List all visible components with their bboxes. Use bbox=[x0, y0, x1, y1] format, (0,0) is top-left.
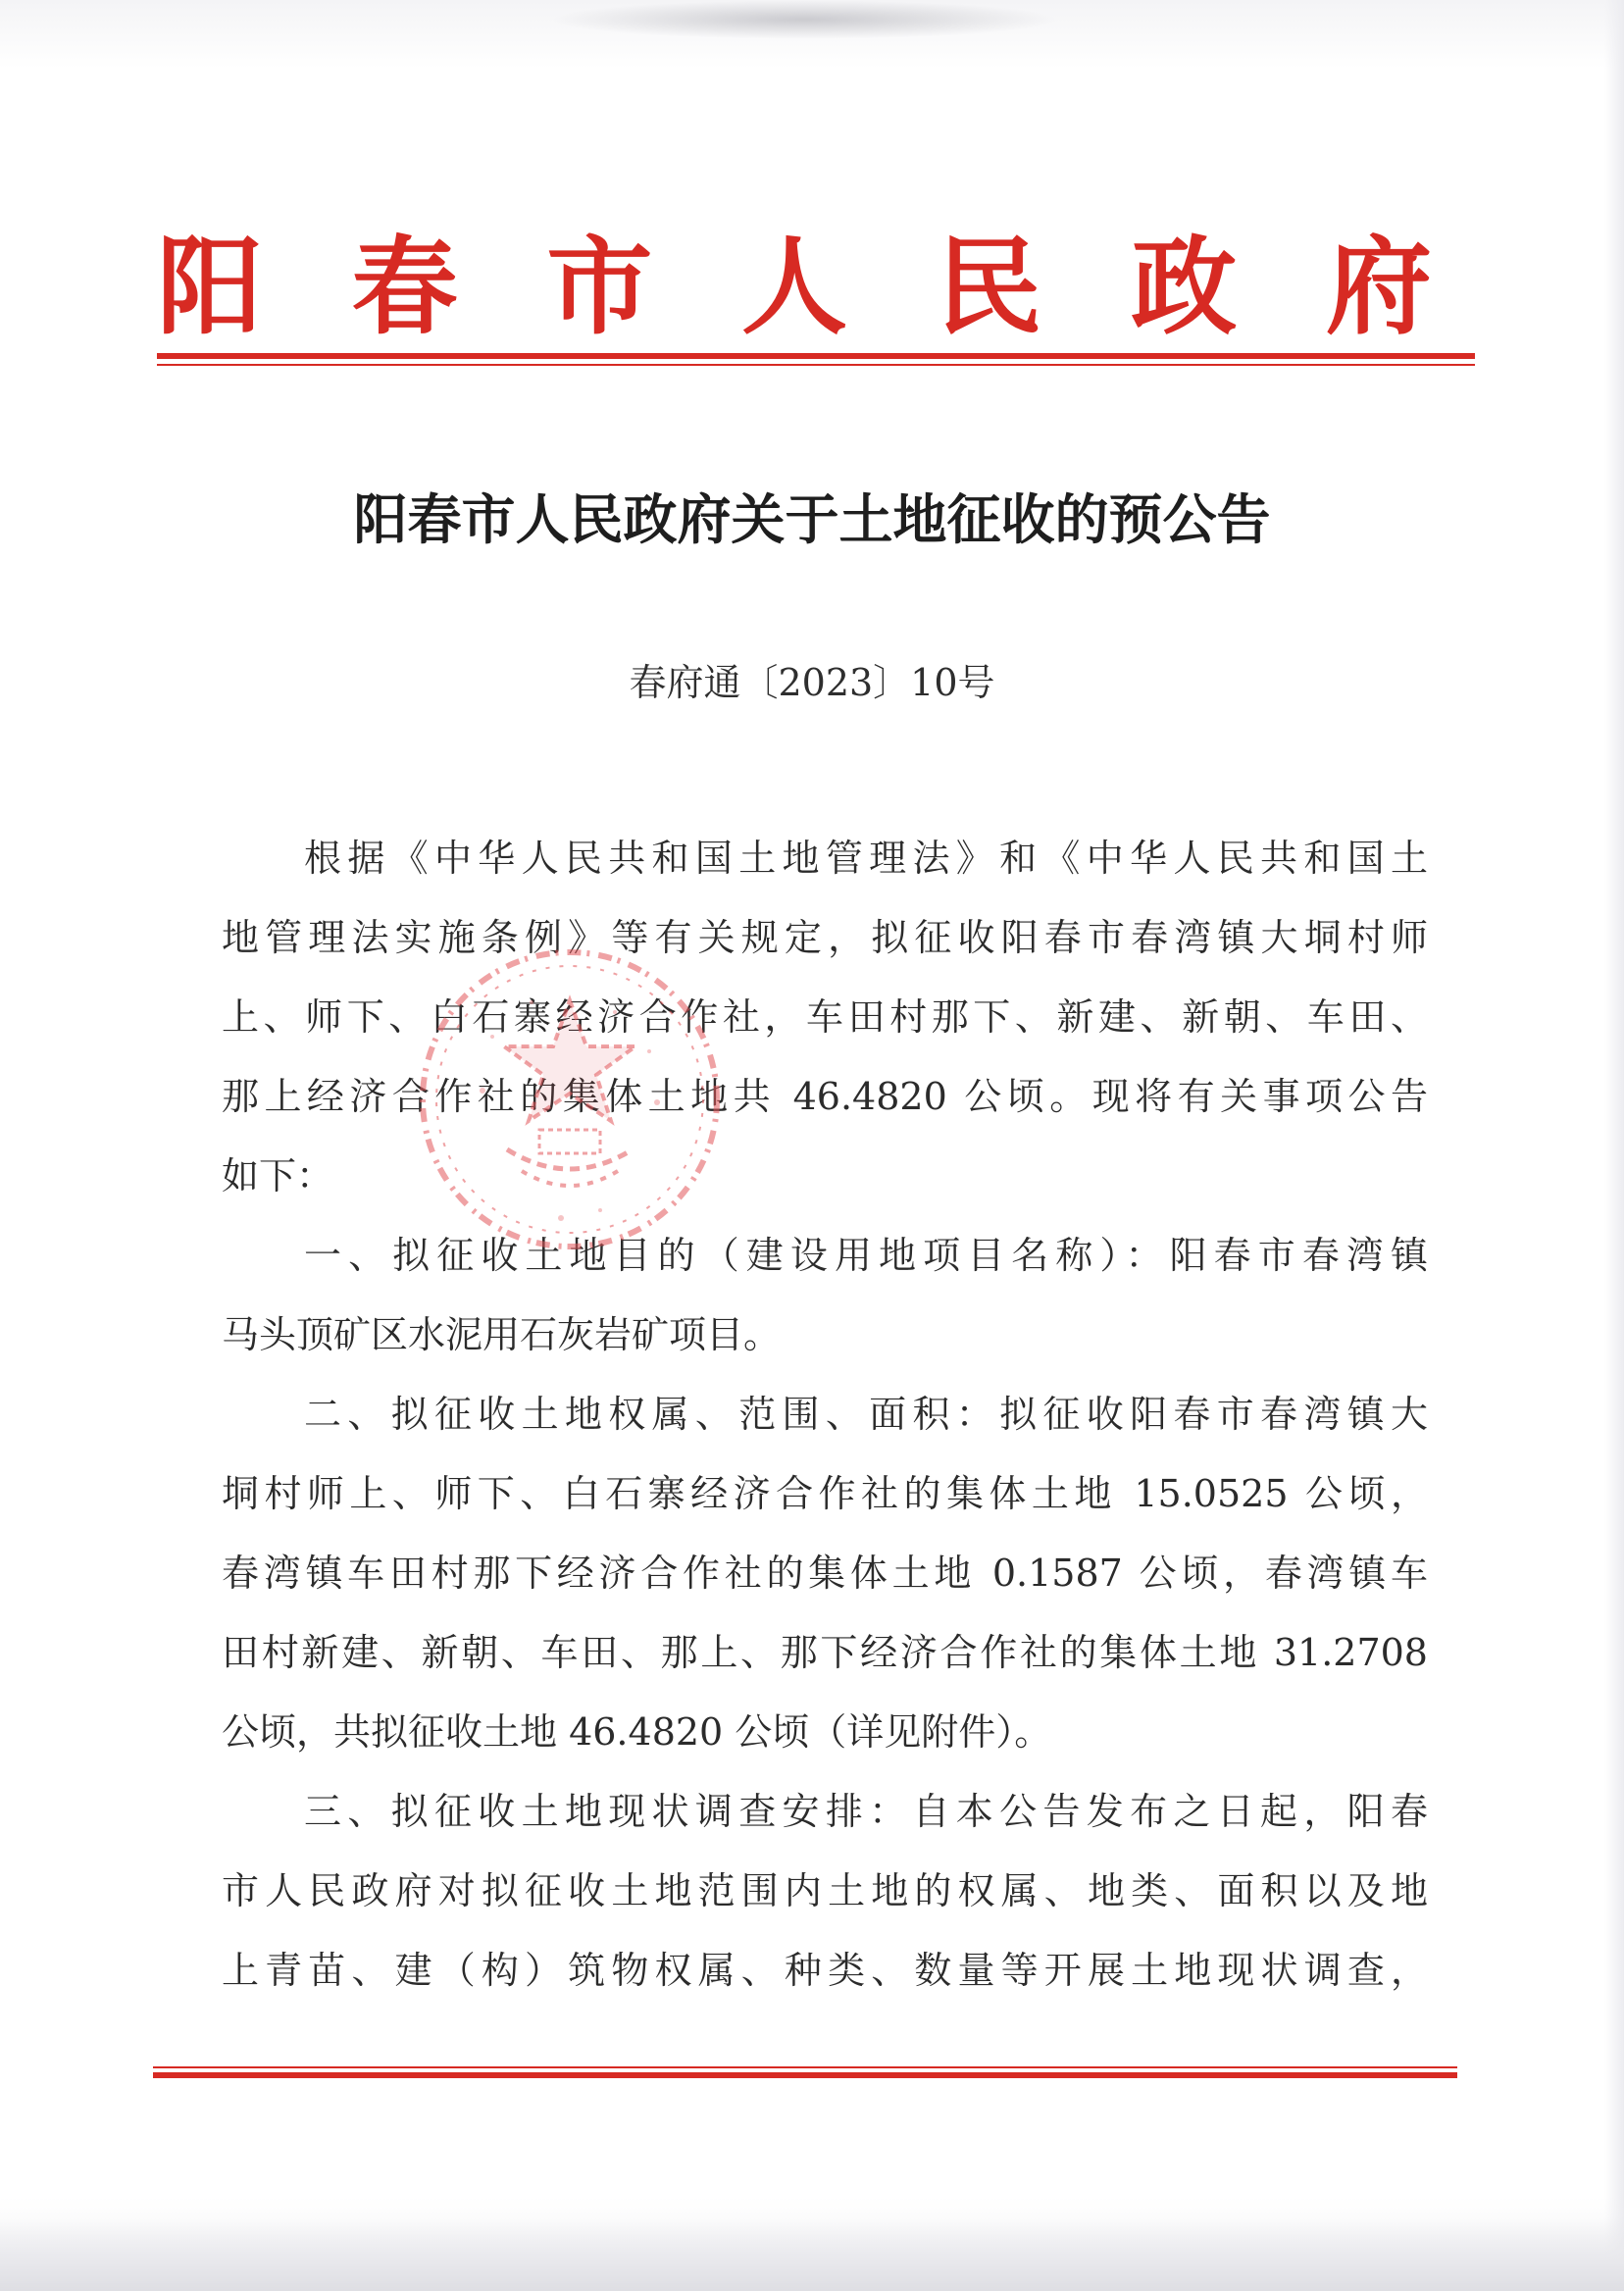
masthead-char: 民 bbox=[936, 226, 1042, 349]
body-line: 那上经济合作社的集体土地共 46.4820 公顷。现将有关事项公告 bbox=[222, 1075, 1428, 1118]
body-line: 上青苗、建（构）筑物权属、种类、数量等开展土地现状调查， bbox=[222, 1949, 1428, 1992]
body-line: 地管理法实施条例》等有关规定，拟征收阳春市春湾镇大垌村师 bbox=[222, 916, 1428, 959]
body-line: 上、师下、白石寨经济合作社，车田村那下、新建、新朝、车田、 bbox=[222, 995, 1428, 1039]
document-title: 阳春市人民政府关于土地征收的预公告 bbox=[353, 487, 1271, 551]
masthead-rule-thick bbox=[157, 353, 1475, 359]
scan-shadow-right bbox=[1604, 0, 1624, 2291]
body-line: 春湾镇车田村那下经济合作社的集体土地 0.1587 公顷，春湾镇车 bbox=[222, 1552, 1428, 1595]
masthead bbox=[157, 214, 1432, 361]
body-line: 根据《中华人民共和国土地管理法》和《中华人民共和国土 bbox=[304, 837, 1428, 880]
masthead-char: 府 bbox=[1325, 226, 1432, 349]
body-line: 田村新建、新朝、车田、那上、那下经济合作社的集体土地 31.2708 bbox=[222, 1631, 1428, 1674]
footer-rule-thick bbox=[153, 2072, 1457, 2078]
document-number: 春府通〔2023〕10号 bbox=[629, 661, 995, 704]
body-line: 一、拟征收土地目的（建设用地项目名称）：阳春市春湾镇 bbox=[304, 1234, 1428, 1277]
body-line: 垌村师上、师下、白石寨经济合作社的集体土地 15.0525 公顷， bbox=[222, 1472, 1428, 1515]
body-line: 马头顶矿区水泥用石灰岩矿项目。 bbox=[222, 1313, 782, 1356]
masthead-char: 春 bbox=[351, 226, 458, 349]
body-line: 二、拟征收土地权属、范围、面积：拟征收阳春市春湾镇大 bbox=[304, 1393, 1428, 1436]
masthead-char: 市 bbox=[546, 226, 653, 349]
footer-rule-thin bbox=[153, 2066, 1457, 2068]
masthead-rule-thin bbox=[157, 364, 1475, 366]
body-line: 公顷，共拟征收土地 46.4820 公顷（详见附件）。 bbox=[222, 1710, 1052, 1754]
body-line: 如下： bbox=[222, 1154, 334, 1197]
document-body bbox=[222, 819, 1428, 2011]
body-line: 三、拟征收土地现状调查安排：自本公告发布之日起，阳春 bbox=[304, 1790, 1428, 1833]
scan-shadow-bottom bbox=[0, 2218, 1624, 2291]
masthead-char: 政 bbox=[1131, 226, 1238, 349]
body-line: 市人民政府对拟征收土地范围内土地的权属、地类、面积以及地 bbox=[222, 1869, 1428, 1912]
masthead-char: 人 bbox=[740, 226, 847, 349]
scan-shadow-top bbox=[549, 0, 1059, 39]
masthead-char: 阳 bbox=[157, 226, 264, 349]
